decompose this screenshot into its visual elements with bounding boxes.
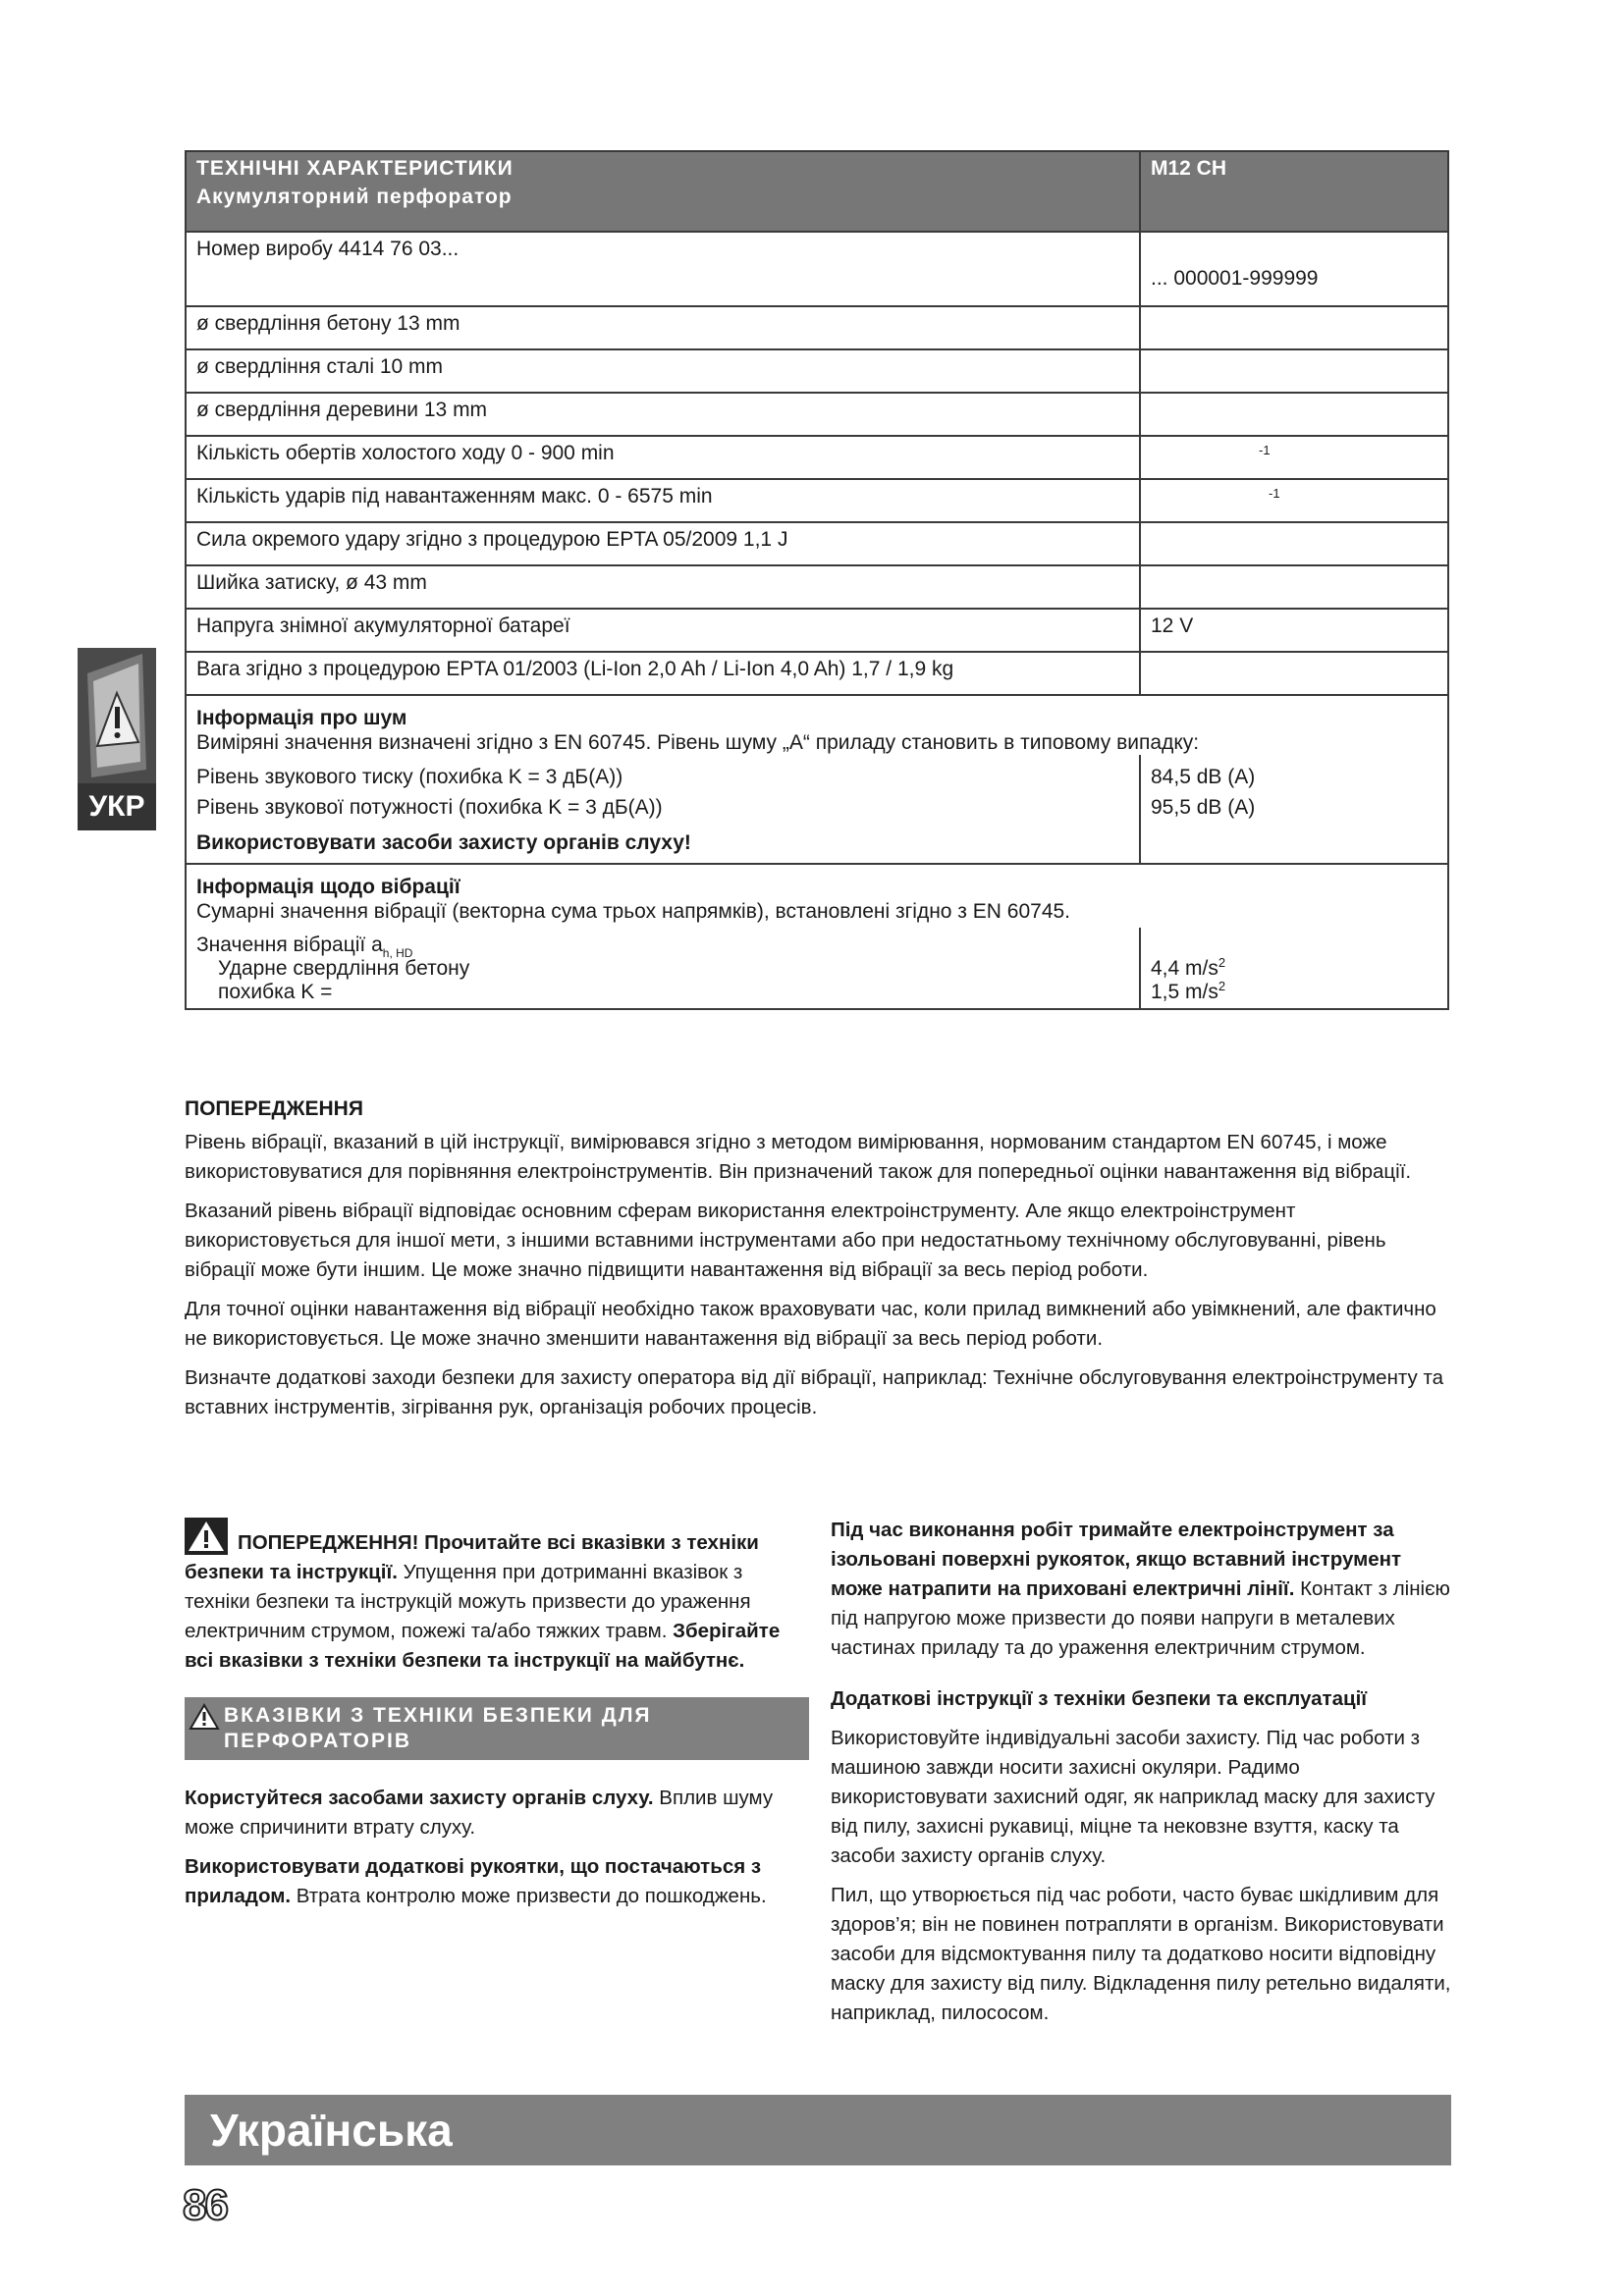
spec-superscript: -1	[1259, 443, 1271, 457]
warning-heading: ПОПЕРЕДЖЕННЯ	[185, 1097, 363, 1120]
spec-label: ø свердління деревини 13 mm	[186, 393, 1140, 436]
vibration-values-label: Значення вібрації a	[196, 934, 383, 957]
spec-label: Вага згідно з процедурою EPTA 01/2003 (Li-Ion 2,0 Ah / Li-Ion 4,0 Ah) 1,7 / 1,9 kg	[186, 652, 1140, 695]
spec-row	[186, 565, 1448, 609]
unit-superscript: 2	[1218, 979, 1226, 994]
spec-value	[1140, 349, 1448, 393]
general-warning-bold: ПОПЕРЕДЖЕННЯ! Прочитайте всі вказівки з техніки безпеки та інструкції.	[185, 1531, 759, 1583]
language-code: УКР	[78, 783, 156, 830]
warning-triangle-icon	[189, 1703, 220, 1731]
spec-label: Кількість обертів холостого ходу 0 - 900 min	[186, 436, 1140, 479]
vibration-impact-label: Ударне свердління бетону	[218, 957, 470, 981]
spec-value	[1140, 306, 1448, 349]
spec-row	[186, 479, 1448, 522]
additional-instructions-heading: Додаткові інструкції з техніки безпеки та експлуатації	[831, 1687, 1368, 1710]
vibration-warning-section	[185, 1095, 1451, 1432]
noise-warning: Використовувати засоби захисту органів слуху!	[196, 831, 691, 855]
spec-value: ... 000001-999999	[1151, 267, 1319, 290]
spec-row	[186, 436, 1448, 479]
warning-triangle-icon	[185, 1518, 228, 1555]
spec-label: Номер виробу 4414 76 03...	[186, 232, 1140, 306]
vibration-tolerance-label: похибка K =	[218, 981, 333, 1004]
spec-value	[1140, 393, 1448, 436]
noise-title: Інформація про шум	[196, 707, 407, 729]
spec-header-title-cell	[186, 151, 1140, 232]
safety-banner	[185, 1697, 809, 1760]
vibration-intro-row	[186, 864, 1448, 928]
noise-values-row	[186, 755, 1448, 863]
hearing-protection-bold: Користуйтеся засобами захисту органів слуху.	[185, 1787, 654, 1809]
spec-model: M12 CH	[1140, 151, 1448, 232]
spec-label: Напруга знімної акумуляторної батареї	[186, 609, 1140, 652]
noise-pressure-label: Рівень звукового тиску (похибка K = 3 дБ(A))	[196, 766, 623, 789]
spec-label: Кількість ударів під навантаженням макс. 0 - 6575 min	[186, 479, 1140, 522]
spec-value: 12 V	[1140, 609, 1448, 652]
right-column	[831, 1518, 1451, 2038]
warning-paragraph: Визначте додаткові заходи безпеки для захисту оператора від дії вібрації, наприклад: Технічне обслуговування електроінструменту та вставних інструментів, зігрівання рук, організація робочих процесів.	[185, 1366, 1444, 1418]
spec-row	[186, 609, 1448, 652]
noise-power-value: 95,5 dB (A)	[1151, 795, 1256, 819]
general-warning-bold2: Зберігайте всі вказівки з техніки безпеки та інструкції на майбутнє.	[185, 1620, 781, 1672]
spec-label: ø свердління бетону 13 mm	[186, 306, 1140, 349]
spec-row	[186, 349, 1448, 393]
spec-header-row	[186, 151, 1448, 232]
spec-value	[1140, 652, 1448, 695]
vibration-title: Інформація щодо вібрації	[196, 875, 460, 898]
warning-paragraph: Для точної оцінки навантаження від вібрації необхідно також враховувати час, коли прилад вимкнений або увімкнений, але фактично не використовується. Це може значно зменшити навантаження від вібрації за весь період роботи.	[185, 1298, 1436, 1350]
electric-lines-bold: Під час виконання робіт тримайте електроінструмент за ізольовані поверхні рукояток, якщо вставний інструмент може натрапити на приховані електричні лінії.	[831, 1519, 1402, 1600]
spec-row	[186, 652, 1448, 695]
spec-header-title: ТЕХНІЧНІ ХАРАКТЕРИСТИКИ	[196, 157, 514, 180]
dust-paragraph: Пил, що утворюється під час роботи, часто буває шкідливим для здоров’я; він не повинен потрапляти в організм. Використовувати засоби для відсмоктування пилу та додатково носити відповідну маску для захисту від пилу. Відкладення пилу ретельно видаляти, наприклад, пилососом.	[831, 1884, 1451, 2024]
spec-label: ø свердління сталі 10 mm	[186, 349, 1140, 393]
handles-text: Втрата контролю може призвести до пошкоджень.	[291, 1885, 767, 1907]
noise-power-label: Рівень звукової потужності (похибка K = 3 дБ(A))	[196, 795, 663, 819]
spec-label: Сила окремого удару згідно з процедурою EPTA 05/2009 1,1 J	[186, 522, 1140, 565]
language-footer-bar: Українська	[185, 2095, 1451, 2165]
spec-value	[1140, 565, 1448, 609]
page-number: 86	[183, 2181, 227, 2229]
general-warning	[185, 1518, 809, 1676]
general-warning-text: Упущення при дотриманні вказівок з техніки безпеки та інструкцій можуть призвести до ураження електричним струмом, пожежі та/або тяжких травм.	[185, 1561, 751, 1642]
noise-pressure-value: 84,5 dB (A)	[1151, 766, 1256, 789]
noise-intro-row	[186, 695, 1448, 755]
spec-row	[186, 522, 1448, 565]
spec-header-subtitle: Акумуляторний перфоратор	[196, 186, 513, 209]
ppe-paragraph: Використовуйте індивідуальні засоби захисту. Під час роботи з машиною завжди носити захисні окуляри. Радимо використовувати захисний одяг, як наприклад маску для захисту від пилу, захисні рукавиці, міцне та нековзне взуття, каску та засоби захисту органів слуху.	[831, 1727, 1435, 1867]
spec-value	[1140, 522, 1448, 565]
language-tab	[78, 648, 156, 830]
spec-label: Шийка затиску, ø 43 mm	[186, 565, 1140, 609]
vibration-values-sub: h, HD	[382, 946, 413, 961]
spec-table	[185, 150, 1449, 1010]
warning-paragraph: Рівень вібрації, вказаний в цій інструкції, вимірювався згідно з методом вимірювання, нормованим стандартом EN 60745, і може використовуватися для порівняння електроінструментів. Він призначений також для попередньої оцінки навантаження від вібрації.	[185, 1131, 1412, 1183]
safety-banner-text: ВКАЗІВКИ З ТЕХНІКИ БЕЗПЕКИ ДЛЯ ПЕРФОРАТОРІВ	[224, 1704, 652, 1752]
electric-lines-paragraph	[831, 1516, 1451, 1663]
handles-paragraph	[185, 1852, 809, 1911]
spec-row	[186, 393, 1448, 436]
warning-book-icon	[78, 648, 156, 783]
hearing-protection-text: Вплив шуму може спричинити втрату слуху.	[185, 1787, 774, 1839]
vibration-impact-value: 4,4 m/s	[1151, 957, 1218, 981]
spec-superscript: -1	[1269, 486, 1280, 501]
hearing-protection-paragraph	[185, 1784, 809, 1842]
handles-bold: Використовувати додаткові рукоятки, що постачаються з приладом.	[185, 1855, 762, 1907]
spec-row	[186, 232, 1448, 306]
left-column	[185, 1518, 809, 1921]
noise-intro: Виміряні значення визначені згідно з EN 60745. Рівень шуму „A“ приладу становить в типовому випадку:	[196, 731, 1200, 755]
vibration-intro: Сумарні значення вібрації (векторна сума трьох напрямків), встановлені згідно з EN 60745.	[196, 899, 1071, 923]
spec-row	[186, 306, 1448, 349]
vibration-tolerance-value: 1,5 m/s	[1151, 981, 1218, 1004]
electric-lines-text: Контакт з лінією під напругою може призвести до появи напруги в металевих частинах приладу та до ураження електричним струмом.	[831, 1577, 1450, 1659]
unit-superscript: 2	[1218, 955, 1226, 971]
warning-paragraph: Вказаний рівень вібрації відповідає основним сферам використання електроінструменту. Але якщо електроінструмент використовується для іншої мети, з іншими вставними інструментами або при недостатньому технічному обслуговуванні, рівень вібрації може бути іншим. Це може значно підвищити навантаження від вібрації за весь період роботи.	[185, 1200, 1386, 1281]
vibration-values-row	[186, 928, 1448, 1009]
